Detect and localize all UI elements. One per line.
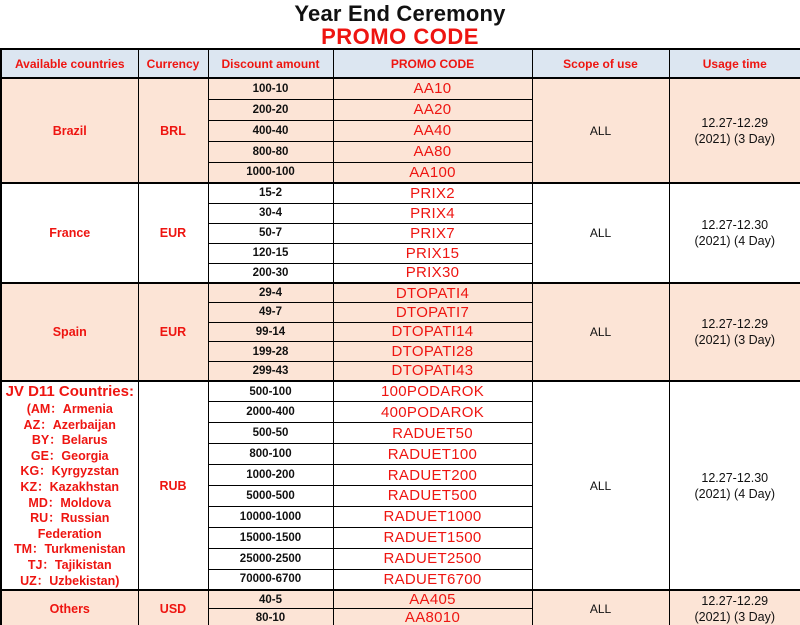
usage-time-line: (2021) (4 Day) (694, 234, 776, 248)
discount-amount-cell: 299-43 (208, 361, 333, 381)
discount-amount-cell: 70000-6700 (208, 569, 333, 590)
promo-code-cell: RADUET100 (333, 444, 532, 465)
table-row (1, 590, 800, 609)
currency-cell: RUB (138, 381, 208, 590)
discount-amount-cell: 29-4 (208, 283, 333, 303)
discount-amount-cell: 15000-1500 (208, 527, 333, 548)
discount-amount-cell: 100-10 (208, 78, 333, 99)
discount-amount-cell: 2000-400 (208, 402, 333, 423)
scope-cell: ALL (532, 590, 669, 625)
scope-cell: ALL (532, 183, 669, 283)
table-row (1, 381, 800, 402)
country-name: Brazil (52, 123, 87, 138)
discount-amount-cell: 15-2 (208, 183, 333, 203)
country-cell (1, 283, 138, 381)
discount-amount-cell: 1000-100 (208, 162, 333, 183)
scope-cell: ALL (532, 78, 669, 183)
country-name: Spain (52, 324, 87, 339)
discount-amount-cell: 200-20 (208, 99, 333, 120)
discount-amount-cell: 800-100 (208, 444, 333, 465)
currency-cell: USD (138, 590, 208, 625)
promo-code-cell: DTOPATI28 (333, 342, 532, 362)
promo-code-cell: PRIX4 (333, 203, 532, 223)
promo-code-cell: AA405 (333, 590, 532, 609)
promo-code-cell: RADUET500 (333, 486, 532, 507)
promo-code-cell: DTOPATI43 (333, 361, 532, 381)
promo-code-cell: AA80 (333, 141, 532, 162)
currency-cell: BRL (138, 78, 208, 183)
country-list-line: TM：Turkmenistan (13, 542, 126, 557)
page-title: Year End Ceremony (294, 0, 506, 26)
discount-amount-cell: 40-5 (208, 590, 333, 609)
discount-amount-cell: 99-14 (208, 322, 333, 342)
discount-amount-cell: 1000-200 (208, 465, 333, 486)
title-block (0, 0, 800, 48)
promo-code-cell: PRIX30 (333, 263, 532, 283)
usage-time-cell (669, 283, 800, 381)
usage-time-line: 12.27-12.29 (701, 316, 769, 331)
promo-code-cell: RADUET2500 (333, 548, 532, 569)
discount-amount-cell: 25000-2500 (208, 548, 333, 569)
discount-amount-cell: 800-80 (208, 141, 333, 162)
usage-time-cell (669, 590, 800, 625)
usage-time-line: 12.27-12.30 (701, 470, 769, 485)
country-list-line: RU：Russian Federation (30, 511, 110, 541)
promo-code-cell: DTOPATI7 (333, 303, 532, 323)
country-list-line: GE：Georgia (30, 448, 109, 463)
promo-code-cell: 400PODAROK (333, 402, 532, 423)
discount-amount-cell: 200-30 (208, 263, 333, 283)
promo-code-cell: PRIX2 (333, 183, 532, 203)
usage-time-line: (2021) (3 Day) (694, 131, 776, 146)
currency-cell: EUR (138, 183, 208, 283)
promo-code-cell: AA40 (333, 120, 532, 141)
country-list-line: UZ：Uzbekistan) (20, 573, 120, 588)
promo-table (0, 48, 800, 625)
promo-code-cell: RADUET6700 (333, 569, 532, 590)
country-cell (1, 590, 138, 625)
discount-amount-cell: 400-40 (208, 120, 333, 141)
currency-cell: EUR (138, 283, 208, 381)
country-list-line: TJ：Tajikistan (27, 557, 112, 572)
promo-code-cell: DTOPATI4 (333, 283, 532, 303)
promo-code-cell: AA20 (333, 99, 532, 120)
promo-code-cell: AA8010 (333, 609, 532, 625)
country-list-line: AZ：Azerbaijan (23, 417, 116, 432)
country-list-line: KZ：Kazakhstan (20, 479, 120, 494)
header-cell: Discount amount (208, 49, 333, 78)
header-cell: Scope of use (532, 49, 669, 78)
usage-time-cell (669, 381, 800, 590)
promo-code-cell: RADUET1500 (333, 527, 532, 548)
country-name: France (49, 226, 91, 240)
usage-time-line: (2021) (4 Day) (694, 486, 776, 501)
header-cell: Available countries (1, 49, 138, 78)
discount-amount-cell: 500-100 (208, 381, 333, 402)
table-row (1, 183, 800, 203)
usage-time-line: (2021) (3 Day) (694, 332, 776, 347)
country-list-line: MD：Moldova (28, 495, 112, 510)
scope-cell: ALL (532, 283, 669, 381)
header-cell: Usage time (669, 49, 800, 78)
scope-cell: ALL (532, 381, 669, 590)
discount-amount-cell: 500-50 (208, 423, 333, 444)
discount-amount-cell: 10000-1000 (208, 506, 333, 527)
country-list-line: BY：Belarus (31, 433, 108, 448)
usage-time-line: 12.27-12.29 (701, 115, 769, 130)
table-header-row (1, 49, 800, 78)
promo-code-cell: 100PODAROK (333, 381, 532, 402)
usage-time-line: 12.27-12.29 (701, 593, 769, 608)
country-cell (1, 381, 138, 590)
discount-amount-cell: 80-10 (208, 609, 333, 625)
country-cell (1, 78, 138, 183)
promo-code-cell: PRIX7 (333, 223, 532, 243)
promo-code-cell: RADUET1000 (333, 506, 532, 527)
table-row (1, 283, 800, 303)
country-list-line: KG：Kyrgyzstan (20, 464, 120, 479)
usage-time-line: 12.27-12.30 (701, 218, 769, 232)
promo-code-cell: AA100 (333, 162, 532, 183)
country-name: Others (49, 601, 90, 616)
country-cell (1, 183, 138, 283)
promo-code-cell: DTOPATI14 (333, 322, 532, 342)
promo-code-cell: PRIX15 (333, 243, 532, 263)
discount-amount-cell: 49-7 (208, 303, 333, 323)
usage-time-cell (669, 183, 800, 283)
page-subtitle: PROMO CODE (321, 23, 479, 49)
promo-code-cell: RADUET200 (333, 465, 532, 486)
country-name: JV D11 Countries: (5, 382, 134, 400)
discount-amount-cell: 120-15 (208, 243, 333, 263)
usage-time-cell (669, 78, 800, 183)
table-row (1, 78, 800, 99)
promo-code-cell: AA10 (333, 78, 532, 99)
header-cell: PROMO CODE (333, 49, 532, 78)
header-cell: Currency (138, 49, 208, 78)
discount-amount-cell: 50-7 (208, 223, 333, 243)
usage-time-line: (2021) (3 Day) (694, 609, 776, 624)
discount-amount-cell: 199-28 (208, 342, 333, 362)
discount-amount-cell: 5000-500 (208, 486, 333, 507)
country-list-line: (AM：Armenia (26, 401, 113, 416)
discount-amount-cell: 30-4 (208, 203, 333, 223)
promo-code-cell: RADUET50 (333, 423, 532, 444)
